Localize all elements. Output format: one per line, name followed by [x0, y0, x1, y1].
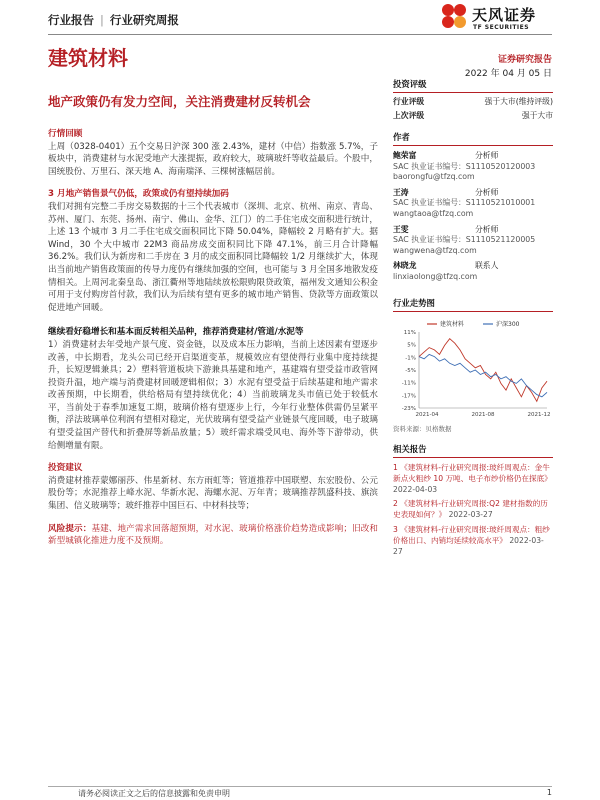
footer-disclaimer: 请务必阅读正文之后的信息披露和免责申明	[78, 789, 230, 798]
x-tick-label: 2021-12	[527, 411, 551, 418]
logo-en: TF SECURITIES	[473, 24, 530, 31]
trend-chart-svg	[393, 318, 553, 422]
author-email[interactable]: linxiaolong@tfzq.com	[393, 271, 478, 281]
footer-rule	[48, 786, 552, 787]
section-text-recommendation: 消费建材推荐蒙娜丽莎、伟星新材、东方雨虹等；管道推荐中国联塑、东宏股份、公元股份等；水泥推荐上峰水泥、华新水泥、海螺水泥、万年青；玻璃推荐凯盛科技、旗滨集团、信义玻璃等；玻纤推荐中国巨石、中材科技等；	[48, 475, 378, 512]
author-email[interactable]: wangtaoa@tfzq.com	[393, 208, 474, 218]
doc-subtitle: 地产政策仍有发力空间，关注消费建材反转机会	[48, 94, 311, 109]
logo-cn: 天风证券	[472, 6, 537, 24]
rating-label: 行业评级	[393, 97, 425, 106]
section-text-sales: 我们对拥有完整二手房交易数据的十三个代表城市（深圳、北京、杭州、南京、青岛、苏州、厦门、东莞、扬州、南宁、佛山、金华、江门）的二手住宅成交面积进行统计，上述 13 个城市 3 月二手住宅成交面积同比下降 50.04%，降幅较 2 月略有扩大。据 Wind，30 个大中城市 22M3 商品房成交面积同比下降 47.1%，前三月合计降幅 36.2%。我们认为新房和二手房在 3 月的成交面积同比降幅较 1/2 月继续扩大，体现出当前地产销售政策面的传导力度仍有继续加强的空间，也可能与 3 月全国多地散发疫情相关。上周河北秦皇岛、浙江衢州等地陆续放松限购限贷政策，福州发文通知公积金可用于支付购房首付款，我们认为后续有望有更多的城市地产销售、贷款等方面政策以促进地产回暖。	[48, 201, 378, 313]
author-email[interactable]: wangwena@tfzq.com	[393, 245, 477, 255]
section-heading-recommendation: 投资建议	[48, 463, 83, 474]
author-title: 分析师	[475, 187, 499, 197]
header-separator: |	[100, 13, 104, 27]
section-heading-market-review: 行情回顾	[48, 129, 83, 139]
y-tick-label: -23%	[401, 405, 416, 412]
trend-chart	[393, 318, 553, 422]
report-header	[48, 12, 179, 28]
author-name: 王雯	[393, 224, 409, 234]
y-tick-label: 5%	[407, 342, 416, 349]
related-report-title[interactable]: 《建筑材料-行业研究周报:玻纤周观点：粗纱价格出口、内销均延续较高水平》	[393, 524, 550, 545]
related-report-item[interactable]	[393, 462, 553, 496]
author-entry	[393, 188, 553, 220]
related-report-title[interactable]: 《建筑材料-行业研究周报:玻纤周观点：金牛新点火粗纱 10 万吨、电子布纱价格仍在探底》	[393, 462, 552, 483]
author-entry	[393, 151, 553, 183]
related-report-date: 2022-04-03	[393, 484, 438, 494]
y-tick-label: -1%	[405, 354, 416, 361]
sidebar	[393, 78, 553, 557]
rating-label: 上次评级	[393, 111, 425, 120]
report-category: 行业报告	[48, 13, 94, 27]
x-tick-label: 2021-08	[471, 411, 495, 418]
main-content	[48, 122, 378, 548]
author-cert: SAC 执业证书编号：S1110521010001	[393, 198, 536, 208]
y-tick-label: 11%	[403, 329, 416, 336]
rating-value: 强于大市(维持评级)	[484, 97, 553, 106]
rating-heading: 投资评级	[393, 78, 553, 93]
risk-heading: 风险提示：	[48, 523, 92, 534]
logo-mark-icon	[440, 2, 468, 30]
y-tick-label: -11%	[401, 380, 416, 387]
author-entry	[393, 225, 553, 257]
section-text-outlook: 1）消费建材去年受地产景气度、资金链，以及成本压力影响，当前上述因素有望逐步改善，中长期看，龙头公司已经开启渠道变革，规模效应有望使得行业集中度持续提升，长短逻辑兼具；2）塑料管道板块下游兼具基建和地产，基建端有望受益市政管网投资升温，地产端与消费建材回暖逻辑相似；3）水泥有望受益于后续基建和地产需求改善预期，中长期看，供给格局有望持续优化；4）当前玻璃龙头市值已处于较低水平，当前处于春季加速复工期，玻璃价格有望逐步上行，今年行业整体供需仍呈紧平衡，浮法玻璃单位利润有望相对稳定，光伏玻璃有望受益产业链景气度回暖，电子玻璃有望受益国产替代和折叠屏等新品放量；5）玻纤需求端受风电、海外等下游带动，供给侧增量有限。	[48, 339, 378, 451]
related-report-date: 2022-03-27	[393, 535, 544, 556]
rating-row	[393, 96, 553, 107]
author-cert: SAC 执业证书编号：S1110521120005	[393, 235, 536, 245]
author-title: 联系人	[475, 261, 499, 271]
author-email[interactable]: baorongfu@tfzq.com	[393, 172, 475, 182]
section-text-market-review: 上周（0328-0401）五个交易日沪深 300 涨 2.43%，建材（中信）指数涨 5.7%，子板块中，消费建材与水泥受地产大涨提振，政府较大，玻璃玻纤等收益最后。个股中，国统股份、万里石、深天地 A、海南瑞泽、三棵树涨幅居前。	[48, 141, 378, 177]
series-line-0	[419, 338, 547, 401]
related-report-number: 1	[393, 462, 398, 472]
chart-source: 资料来源：贝格数据	[393, 424, 452, 433]
y-tick-label: -17%	[401, 392, 416, 399]
author-name: 王涛	[393, 187, 409, 197]
related-report-date: 2022-03-27	[448, 510, 493, 520]
x-tick-label: 2021-04	[415, 411, 439, 418]
page-number: 1	[546, 788, 552, 797]
legend-label-0: 建筑材料	[440, 320, 465, 328]
author-title: 分析师	[475, 151, 499, 160]
related-report-title[interactable]: 《建筑材料-行业研究周报:Q2 建材指数的历史表现如何？》	[393, 499, 548, 520]
rating-value: 强于大市	[521, 111, 553, 120]
author-entry	[393, 261, 553, 282]
section-heading-sales: 3 月地产销售景气仍低，政策或仍有望持续加码	[48, 189, 229, 200]
report-subcategory: 行业研究周报	[109, 13, 179, 27]
related-report-item[interactable]	[393, 498, 553, 520]
related-report-number: 2	[393, 499, 398, 509]
author-name: 鲍荣富	[393, 151, 417, 160]
header-rule	[48, 34, 552, 35]
risk-paragraph	[48, 523, 378, 548]
related-reports	[393, 462, 553, 558]
author-title: 分析师	[475, 224, 499, 234]
related-report-number: 3	[393, 524, 398, 534]
legend-label-1: 沪深300	[496, 320, 520, 328]
y-tick-label: -5%	[405, 367, 416, 374]
risk-text: 基建、地产需求回落超预期，对水泥、玻璃价格涨价趋势造成影响；旧改和新型城镇化推进力度不及预期。	[48, 523, 378, 547]
related-report-item[interactable]	[393, 524, 553, 558]
author-name: 林晓龙	[393, 261, 417, 271]
section-heading-outlook: 继续看好稳增长和基本面反转相关品种，推荐消费建材/管道/水泥等	[48, 327, 304, 338]
company-logo	[440, 2, 550, 36]
doc-type: 证券研究报告	[497, 55, 552, 65]
trend-heading: 行业走势图	[393, 297, 553, 312]
author-cert: SAC 执业证书编号：S1110520120003	[393, 161, 536, 171]
author-heading: 作者	[393, 131, 553, 146]
doc-date: 2022 年 04 月 05 日	[464, 69, 552, 79]
rating-row	[393, 110, 553, 121]
related-heading: 相关报告	[393, 443, 553, 458]
series-line-1	[419, 354, 547, 396]
doc-title: 建筑材料	[48, 46, 128, 70]
